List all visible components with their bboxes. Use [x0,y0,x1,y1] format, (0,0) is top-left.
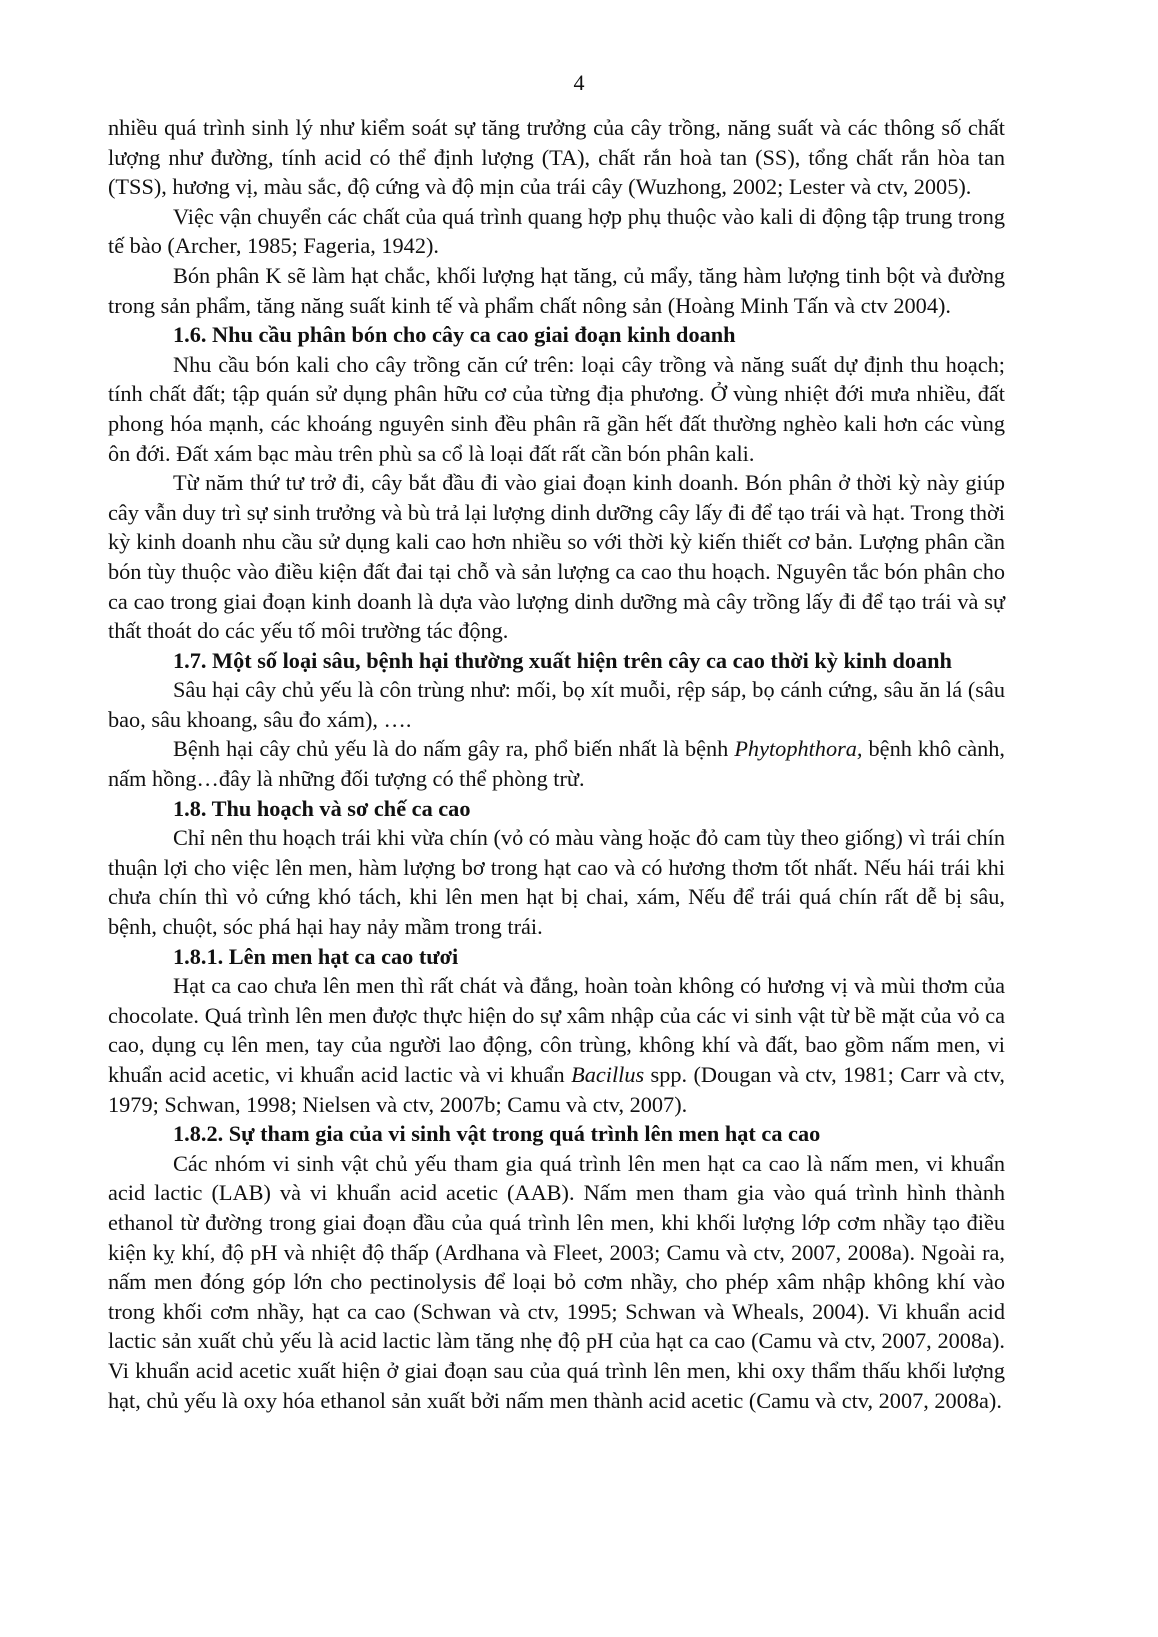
paragraph-harvest: Chỉ nên thu hoạch trái khi vừa chín (vỏ có màu vàng hoặc đỏ cam tùy theo giống) vì trái chín thuận lợi cho việc lên men, hàm lượng bơ trong hạt cao và có hương thơm tốt nhất. Nếu hái trái khi chưa chín thì vỏ cứng khó tách, khi lên men hạt bị chai, xám, Nếu để trái quá chín rất dễ bị sâu, bệnh, chuột, sóc phá hại hay nảy mầm trong trái. [108,825,1005,940]
heading-1-8: 1.8. Thu hoạch và sơ chế ca cao [173,795,471,821]
paragraph-potassium-needs: Nhu cầu bón kali cho cây trồng căn cứ trên: loại cây trồng và năng suất dự định thu hoạch; tính chất đất; tập quán sử dụng phân hữu cơ của từng địa phương. Ở vùng nhiệt đới mưa nhiều, đất phong hóa mạnh, các khoáng nguyên sinh đều phân rã gần hết đất thường nghèo kali hơn các vùng ôn đới. Đất xám bạc màu trên phù sa cổ là loại đất rất cần bón phân kali. [108,351,1005,466]
paragraph-potassium-fertilizer: Bón phân K sẽ làm hạt chắc, khối lượng hạt tăng, củ mẩy, tăng hàm lượng tinh bột và đường trong sản phẩm, tăng năng suất kinh tế và phẩm chất nông sản (Hoàng Minh Tấn và ctv 2004). [108,262,1005,318]
paragraph-potassium-transport: Việc vận chuyển các chất của quá trình quang hợp phụ thuộc vào kali di động tập trung trong tế bào (Archer, 1985; Fageria, 1942). [108,203,1005,259]
phytophthora-term: Phytophthora, [734,736,863,762]
paragraph-fermentation-part-1: Hạt ca cao chưa lên men thì rất chát và đắng, hoàn toàn không có hương vị và mùi thơm của chocolate. Quá trình lên men được thực hiện do sự xâm nhập của các vi sinh vật từ bề mặt của vỏ ca cao, dụng cụ lên men, tay của người lao động, côn trùng, không khí và đất, bao gồm nấm men, vi khuẩn acid acetic, vi khuẩn acid lactic và vi khuẩn [108,973,1005,1087]
paragraph-fermentation [108,971,1005,1119]
heading-1-6: 1.6. Nhu cầu phân bón cho cây ca cao giai đoạn kinh doanh [173,322,736,348]
paragraph-fermentation-part-2: spp. (Dougan và ctv, 1981; Carr và ctv, 1979; Schwan, 1998; Nielsen và ctv, 2007b; Camu và ctv, 2007). [108,1062,1005,1117]
heading-1-8-1: 1.8.1. Lên men hạt ca cao tươi [173,943,459,969]
paragraph-diseases [108,734,1005,793]
paragraph-business-stage: Từ năm thứ tư trở đi, cây bắt đầu đi vào giai đoạn kinh doanh. Bón phân ở thời kỳ này giúp cây vẫn duy trì sự sinh trưởng và bù trả lại lượng dinh dưỡng cây lấy đi để tạo trái và hạt. Trong thời kỳ kinh doanh nhu cầu sử dụng kali cao hơn nhiều so với thời kỳ kiến thiết cơ bản. Lượng phân cần bón tùy thuộc vào điều kiện đất đai tại chỗ và sản lượng ca cao thu hoạch. Nguyên tắc bón phân cho ca cao trong giai đoạn kinh doanh là dựa vào lượng dinh dưỡng mà cây trồng lấy đi để tạo trái và sự thất thoát do các yếu tố môi trường tác động. [108,470,1005,644]
paragraph-continuation: nhiều quá trình sinh lý như kiểm soát sự tăng trưởng của cây trồng, năng suất và các thông số chất lượng như đường, tính acid có thể định lượng (TA), chất rắn hoà tan (SS), tổng chất rắn hòa tan (TSS), hương vị, màu sắc, độ cứng và độ mịn của trái cây (Wuzhong, 2002; Lester và ctv, 2005). [108,115,1005,200]
bacillus-term: Bacillus [571,1062,645,1087]
heading-1-7: 1.7. Một số loại sâu, bệnh hại thường xuất hiện trên cây ca cao thời kỳ kinh doanh [173,647,952,673]
body-text [108,113,1005,1415]
page-number: 4 [573,70,585,95]
paragraph-pests: Sâu hại cây chủ yếu là côn trùng như: mối, bọ xít muỗi, rệp sáp, bọ cánh cứng, sâu ăn lá (sâu bao, sâu khoang, sâu đo xám), …. [108,677,1005,732]
paragraph-microorganisms: Các nhóm vi sinh vật chủ yếu tham gia quá trình lên men hạt ca cao là nấm men, vi khuẩn acid lactic (LAB) và vi khuẩn acid acetic (AAB). Nấm men tham gia vào quá trình hình thành ethanol từ đường trong giai đoạn đầu của quá trình lên men, khi khối lượng lớp cơm nhầy tạo điều kiện kỵ khí, độ pH và nhiệt độ thấp (Ardhana và Fleet, 2003; Camu và ctv, 2007, 2008a). Ngoài ra, nấm men đóng góp lớn cho pectinolysis để loại bỏ cơm nhầy, cho phép xâm nhập không khí vào trong khối cơm nhầy, hạt ca cao (Schwan và ctv, 1995; Schwan và Wheals, 2004). Vi khuẩn acid lactic sản xuất chủ yếu là acid lactic làm tăng nhẹ độ pH của hạt ca cao (Camu và ctv, 2007, 2008a). Vi khuẩn acid acetic xuất hiện ở giai đoạn sau của quá trình lên men, khi oxy thẩm thấu khối lượng hạt, chủ yếu là oxy hóa ethanol sản xuất bởi nấm men thành acid acetic (Camu và ctv, 2007, 2008a). [108,1150,1005,1413]
paragraph-diseases-part-1: Bệnh hại cây chủ yếu là do nấm gây ra, phổ biến nhất là bệnh [173,736,735,762]
paragraph-diseases-part-2: bệnh khô cành, nấm hồng…đây là những đối tượng có thể phòng trừ. [108,736,1005,792]
heading-1-8-2: 1.8.2. Sự tham gia của vi sinh vật trong quá trình lên men hạt ca cao [173,1121,821,1147]
